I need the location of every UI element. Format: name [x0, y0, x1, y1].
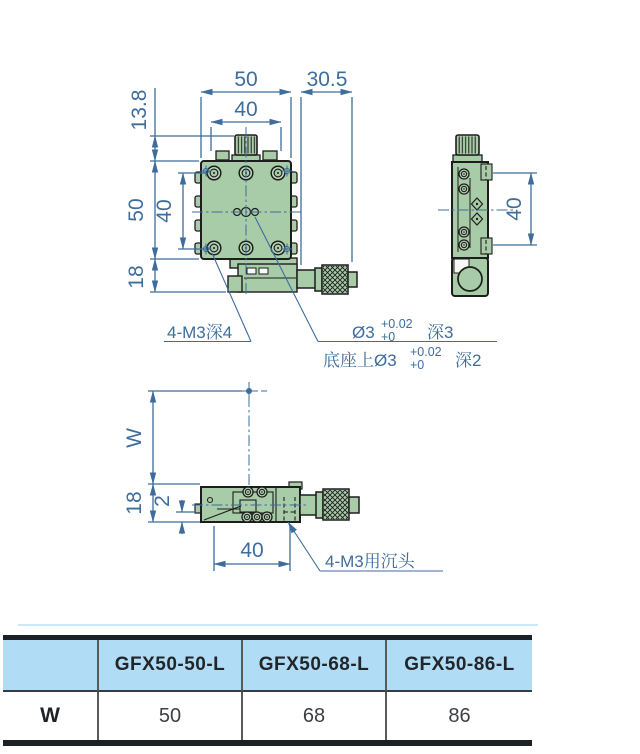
- section-divider: [18, 624, 538, 626]
- table-header-gfx50-50-l: GFX50-50-L: [97, 640, 241, 692]
- top-tab-right: [263, 151, 277, 160]
- note-base-pin-tol-lower: +0: [410, 358, 425, 372]
- dim-left-inner: 40: [153, 199, 176, 223]
- note-pin-tol-lower: +0: [381, 330, 396, 344]
- dim-side-holes: 40: [503, 197, 526, 221]
- note-counterbore: 4-M3用沉头: [325, 552, 415, 571]
- note-tapped-holes: 4-M3深4: [167, 323, 233, 342]
- note-pin-tol-upper: +0.02: [381, 317, 413, 331]
- dim-bottom-height: 18: [123, 491, 146, 515]
- base-clamp: [228, 258, 297, 292]
- dim-top-inner: 40: [234, 98, 258, 121]
- note-base-pin-diameter: 底座上Ø3: [323, 351, 397, 370]
- table-corner-cell: [3, 640, 97, 692]
- value-w-gfx50-86-l: 86: [385, 692, 532, 740]
- note-pin-depth: 深3: [427, 323, 454, 342]
- table-header-row: [3, 640, 532, 692]
- top-tab-left: [216, 151, 229, 160]
- micrometer-bottom: [300, 489, 359, 520]
- note-base-pin-tol-upper: +0.02: [410, 345, 442, 359]
- side-knob: [453, 135, 482, 162]
- dim-knob-height: 13.8: [128, 89, 151, 131]
- note-base-pin-depth: 深2: [455, 351, 482, 370]
- side-base: [452, 258, 488, 296]
- dim-lip: 2: [151, 495, 174, 507]
- front-view: [192, 127, 357, 297]
- dim-w: W: [123, 428, 146, 448]
- bottom-view: [192, 382, 359, 522]
- micrometer-front: [297, 265, 357, 294]
- table-header-gfx50-68-l: GFX50-68-L: [241, 640, 385, 692]
- row-label-w: W: [40, 704, 60, 727]
- value-w-gfx50-50-l: 50: [97, 692, 241, 740]
- value-w-gfx50-68-l: 68: [241, 692, 385, 740]
- table-header-gfx50-86-l: GFX50-86-L: [385, 640, 532, 692]
- dim-top-width: 50: [234, 68, 258, 91]
- dim-bottom-holes: 40: [240, 539, 264, 562]
- table-row-w: [3, 692, 532, 740]
- dim-left-outer: 50: [125, 198, 148, 222]
- dim-base-height: 18: [125, 265, 148, 289]
- note-pin-diameter: Ø3: [352, 323, 375, 342]
- dim-micrometer-extension: 30.5: [306, 68, 348, 91]
- spec-table: [3, 635, 532, 746]
